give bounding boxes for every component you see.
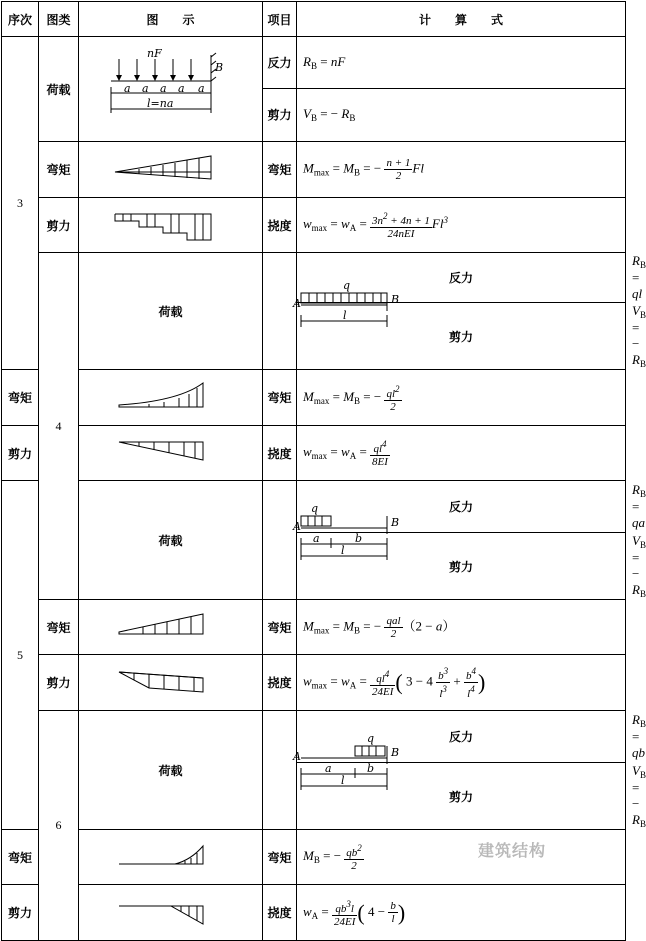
svg-text:a: a [178, 82, 185, 95]
formula-moment-5: $M_{max} = M_B$ = − $\frac{\text{qal}}{2}$ （2 − a） [297, 600, 626, 655]
svg-text:l: l [341, 544, 345, 557]
beam-formula-table: 序次 图类 图 示 项目 计 算 式 3 荷载 nF B a a a a a l=na 反力 $R_B$ = nF 剪力 $V_B$ = − $R_B$ 弯矩 弯矩 $M_{max} = M_B$ = − $\frac{n + 1}{2}$ Fl 剪力 挠度 $w_{max} = w_A$ = $\frac{3n^2 + 4n + 1}{\text{24nEI}}$ Fl$^3$ 4 荷载 q A B l 反力 $R_B$ = ql 剪力 $V_B$ = − $R_B$ 弯矩 弯矩 $M_{max} = M_B$ = − $\frac{ql^2}{2}$ 剪力 挠度 $w_{max} = w_A$ = $\frac{ql^4}{8EI}$ 5 荷载 q A B a b l 反力 $R_B$ = qa 剪力 $V_B$ = − $R_B$ 弯矩 弯矩 $M_{max} = M_B$ = − $\frac{\text{qal}}{2}$ （2 − a） 剪力 挠度 $w_{max} = w_A$ = $\frac{ql^4}{24EI}$ ( 3 − 4 $\frac{b^3}{l^3}$ + $\frac{b^4}{l^4}$ ) 6 荷载 q A B a b l 反力 $R_B$ = qb 剪力 $V_B$ = − $R_B$ 弯矩 弯矩 $M_B$ = − $\frac{qb^2}{2}$ 剪力 挠度 $w_A$ = $\frac{qb^3l}{24EI}$ ( 4 − $\frac{b}{l}$ ) [1, 1, 626, 941]
label-nF: nF [147, 47, 162, 60]
svg-text:q: q [343, 279, 351, 292]
formula-deflection-3: $w_{max} = w_A$ = $\frac{3n^2 + 4n + 1}{\text{24nEI}}$ Fl$^3$ [297, 198, 626, 253]
svg-text:a: a [325, 762, 332, 775]
figure-shear-3 [79, 198, 263, 253]
label-span: l=na [147, 97, 174, 110]
svg-text:A: A [293, 297, 301, 310]
svg-text:B: B [391, 746, 400, 759]
svg-text:A: A [293, 520, 301, 533]
header-item: 项目 [263, 2, 297, 37]
header-type: 图类 [39, 2, 79, 37]
formula-deflection-4: $w_{max} = w_A$ = $\frac{ql^4}{8EI}$ [297, 426, 626, 481]
header-row [2, 2, 626, 37]
figure-shear-5 [79, 655, 263, 711]
header-seq: 序次 [2, 2, 39, 37]
svg-text:a: a [160, 82, 167, 95]
figure-load-6 [263, 711, 400, 830]
svg-text:B: B [391, 293, 400, 306]
watermark: 建筑结构 [478, 841, 547, 860]
svg-text:q: q [311, 502, 319, 515]
item-deflection: 挠度 [263, 198, 297, 253]
svg-text:l: l [343, 309, 347, 322]
type-load: 荷载 [39, 37, 79, 142]
figure-moment-5 [79, 600, 263, 655]
formula-deflection-5: $w_{max} = w_A$ = $\frac{ql^4}{24EI}$ ( 3 − 4 $\frac{b^3}{l^3}$ + $\frac{b^4}{l^4}$ ) [297, 655, 626, 711]
seq-3: 3 [2, 37, 39, 370]
svg-text:B: B [391, 516, 400, 529]
svg-text:a: a [142, 82, 149, 95]
svg-text:b: b [355, 532, 363, 545]
label-B: B [215, 61, 224, 74]
figure-load-4 [263, 253, 400, 370]
figure-shear-4 [79, 426, 263, 481]
header-figure: 图 示 [79, 2, 263, 37]
formula-moment-4: $M_{max} = M_B$ = − $\frac{ql^2}{2}$ [297, 370, 626, 426]
svg-text:a: a [124, 82, 131, 95]
formula-shear-3: $V_B$ = − $R_B$ [297, 88, 626, 141]
seq-4: 4 [39, 253, 79, 600]
formula-deflection-6: $w_A$ = $\frac{qb^3l}{24EI}$ ( 4 − $\frac{b}{l}$ ) [297, 885, 626, 941]
figure-shear-6 [79, 885, 263, 941]
svg-text:b: b [367, 762, 375, 775]
svg-text:A: A [293, 750, 301, 763]
figure-moment-3 [79, 142, 263, 198]
figure-load-3 [79, 37, 263, 142]
seq-5: 5 [2, 481, 39, 830]
formula-moment-3: $M_{max} = M_B$ = − $\frac{n + 1}{2}$ Fl [297, 142, 626, 198]
figure-moment-4 [79, 370, 263, 426]
type-shear: 剪力 [39, 198, 79, 253]
figure-load-5 [263, 481, 400, 600]
svg-text:a: a [313, 532, 320, 545]
svg-text:a: a [198, 82, 205, 95]
svg-text:q: q [367, 732, 375, 745]
header-formula: 计 算 式 [297, 2, 626, 37]
formula-moment-6: $M_B$ = − $\frac{qb^2}{2}$ [297, 830, 626, 885]
formula-reaction-3: $R_B$ = nF [297, 37, 626, 89]
svg-text:l: l [341, 774, 345, 787]
figure-moment-6 [79, 830, 263, 885]
item-moment: 弯矩 [263, 142, 297, 198]
item-shear: 剪力 [263, 88, 297, 141]
type-moment: 弯矩 [39, 142, 79, 198]
seq-6: 6 [39, 711, 79, 941]
item-reaction: 反力 [263, 37, 297, 89]
